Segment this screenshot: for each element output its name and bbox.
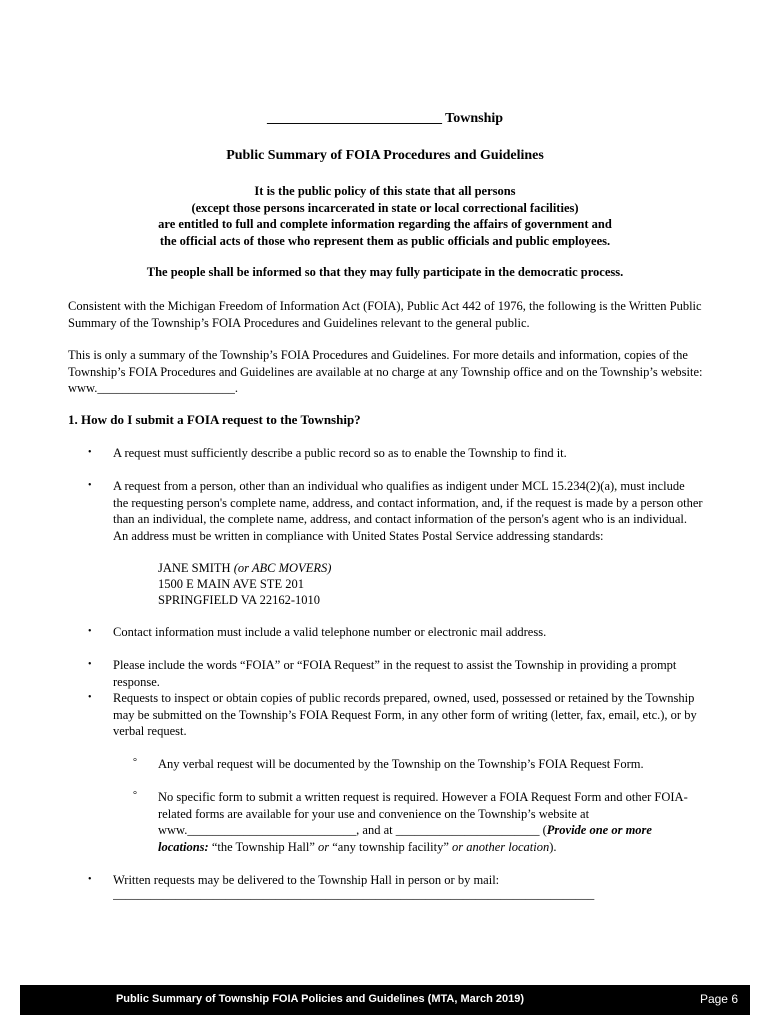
bullet-describe-record: A request must sufficiently describe a public record so as to enable the Township to find it. xyxy=(113,446,567,460)
policy-line: (except those persons incarcerated in state or local correctional facilities) xyxy=(191,200,579,215)
policy-line: the official acts of those who represent them as public officials and public employees. xyxy=(159,233,611,248)
sub-bullet-verbal: Any verbal request will be documented by the Township on the Township’s FOIA Request Form. xyxy=(158,757,644,771)
address-name: JANE SMITH xyxy=(158,561,234,575)
intro-paragraph-2: This is only a summary of the Township’s FOIA Procedures and Guidelines. For more details and information, copies of the Township’s FOIA Procedures and Guidelines are available at no charge at any Township office and on the Township’s website: www.______________________. xyxy=(68,348,703,395)
informed-statement: The people shall be informed so that they may fully participate in the democratic process. xyxy=(146,265,624,279)
sample-address-name xyxy=(158,560,331,577)
sub-bullet-icon: ° xyxy=(133,757,137,768)
written-form-text: No specific form to submit a written request is required. However a FOIA Request Form and other FOIA-related forms are available for your use and convenience on the Township’s website at www.___________________________, and at _______________________ ( xyxy=(158,790,688,837)
intro-paragraph-1: Consistent with the Michigan Freedom of Information Act (FOIA), Public Act 442 of 1976, the following is the Written Public Summary of the Township’s FOIA Procedures and Guidelines relevant to the general public. xyxy=(68,299,702,330)
page-footer xyxy=(20,985,750,1015)
sample-address-street: 1500 E MAIN AVE STE 201 xyxy=(158,577,304,591)
bullet-contact-info: Contact information must include a valid telephone number or electronic mail address. xyxy=(113,625,547,639)
location-other: or another location xyxy=(452,839,550,854)
location-facility: “any township facility” xyxy=(329,839,453,854)
bullet-icon: • xyxy=(88,626,92,637)
page-subtitle: Public Summary of FOIA Procedures and Guidelines xyxy=(226,148,544,163)
bullet-icon: • xyxy=(88,659,92,670)
or-word: or xyxy=(318,839,330,854)
bullet-icon: • xyxy=(88,874,92,885)
section-heading: 1. How do I submit a FOIA request to the Township? xyxy=(68,412,361,427)
bullet-foia-words: Please include the words “FOIA” or “FOIA Request” in the request to assist the Township in providing a prompt response. xyxy=(113,658,677,689)
bullet-icon: • xyxy=(88,480,92,491)
policy-line: It is the public policy of this state that all persons xyxy=(254,184,516,198)
sub-bullet-written-form xyxy=(158,789,703,855)
policy-line: are entitled to full and complete information regarding the affairs of government and xyxy=(158,217,612,231)
township-title: _________________________ Township xyxy=(266,111,504,126)
locations-prompt: Provide one or more locations: xyxy=(158,823,652,854)
bullet-icon: • xyxy=(88,692,92,703)
bullet-request-methods: Requests to inspect or obtain copies of public records prepared, owned, used, possessed or retained by the Township may be submitted on the Township’s FOIA Request Form, in any other form of writing (letter, fax, email, etc.), or by verbal request. xyxy=(113,691,697,738)
address-alt: (or ABC MOVERS) xyxy=(233,561,332,575)
footer-text: Public Summary of Township FOIA Policies and Guidelines (MTA, March 2019) xyxy=(115,993,525,1005)
sample-address-city: SPRINGFIELD VA 22162-1010 xyxy=(158,593,321,607)
page-number: Page 6 xyxy=(699,992,738,1006)
bullet-delivery: Written requests may be delivered to the Township Hall in person or by mail: xyxy=(113,873,500,887)
location-hall: “the Township Hall” xyxy=(208,839,318,854)
sub-bullet-icon: ° xyxy=(133,790,137,801)
closing-paren: ). xyxy=(549,839,557,854)
delivery-address-blank: _____________________________________________________________________________ xyxy=(113,887,595,901)
bullet-icon: • xyxy=(88,447,92,458)
bullet-requester-info: A request from a person, other than an individual who qualifies as indigent under MCL 15.234(2)(a), must include the requesting person's complete name, address, and contact information, and, if the request is made by a person other than an individual, the complete name, address, and contact information of the person's agent who is an individual. An address must be written in compliance with United States Postal Service addressing standards: xyxy=(113,479,703,543)
policy-statement xyxy=(0,183,770,249)
